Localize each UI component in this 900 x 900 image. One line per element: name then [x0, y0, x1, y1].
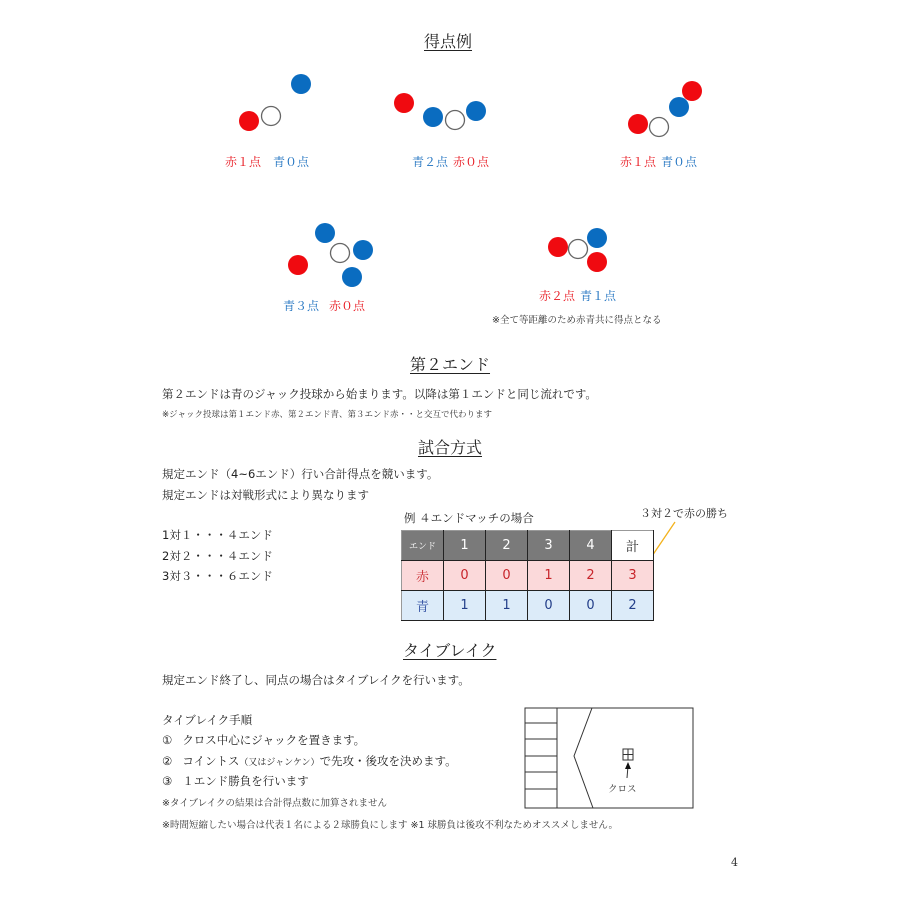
score-cell: 1 [528, 561, 570, 591]
format-3v3: 3対３・・・６エンド [162, 569, 273, 583]
format-1v1: 1対１・・・４エンド [162, 528, 273, 542]
jack-ball [446, 111, 465, 130]
win-annotation: ３対２で赤の勝ち [640, 507, 728, 520]
tiebreak-steps-title: タイブレイク手順 [162, 713, 253, 727]
second-end-text: 第２エンドは青のジャック投球から始まります。以降は第１エンドと同じ流れです。 [162, 387, 597, 401]
example-5-blue-score: 青１点 [580, 289, 617, 303]
score-row-red [402, 561, 654, 591]
blue-ball [353, 240, 373, 260]
example-3-red-score: 赤１点 [620, 155, 657, 169]
step-paren: （又はジャンケン） [239, 758, 320, 768]
scoring-examples-title: 得点例 [424, 32, 473, 51]
example-5-red-score: 赤２点 [539, 289, 576, 303]
blue-ball [291, 74, 311, 94]
header-end-2: 2 [486, 531, 528, 561]
example-3-blue-score: 青０点 [661, 155, 698, 169]
example-5-label [539, 287, 616, 304]
tiebreak-step-1 [162, 732, 365, 748]
step-number: ③ [162, 774, 173, 788]
example-5-diagram [548, 228, 607, 272]
score-cell: 1 [444, 591, 486, 621]
example-1-label [225, 153, 309, 170]
blue-ball [342, 267, 362, 287]
example-1-diagram [239, 74, 311, 131]
red-ball [288, 255, 308, 275]
header-end: エンド [402, 531, 444, 561]
equal-distance-note: ※全て等距離のため赤青共に得点となる [492, 315, 662, 326]
step-number: ② [162, 754, 173, 768]
match-format-title: 試合方式 [418, 438, 483, 457]
tiebreak-step-3 [162, 773, 309, 789]
blue-ball [466, 101, 486, 121]
step-number: ① [162, 733, 173, 747]
example-4-diagram [288, 223, 373, 287]
step-text: １エンド勝負を行います [182, 774, 309, 788]
header-end-4: 4 [570, 531, 612, 561]
example-4-blue-score: 青３点 [283, 299, 320, 313]
blue-ball [669, 97, 689, 117]
tiebreak-step-2 [162, 753, 457, 769]
score-cell: 0 [486, 561, 528, 591]
step-rest: で先攻・後攻を決めます。 [319, 754, 457, 768]
tiebreak-title: タイブレイク [403, 641, 497, 660]
red-ball [394, 93, 414, 113]
example-1-blue-score: 青０点 [273, 155, 310, 169]
cross-arrow-icon [625, 762, 631, 778]
blue-ball [423, 107, 443, 127]
score-cell: 0 [528, 591, 570, 621]
cross-mark-icon [623, 749, 633, 760]
score-cell: 1 [486, 591, 528, 621]
second-end-title: 第２エンド [410, 355, 491, 374]
header-total: 計 [612, 531, 654, 561]
score-table [401, 530, 654, 621]
header-end-3: 3 [528, 531, 570, 561]
red-ball [548, 237, 568, 257]
red-ball [628, 114, 648, 134]
example-2-blue-score: 青２点 [412, 155, 449, 169]
jack-ball [262, 107, 281, 126]
tiebreak-intro: 規定エンド終了し、同点の場合はタイブレイクを行います。 [162, 673, 470, 687]
match-format-line-1: 規定エンド（4~6エンド）行い合計得点を競います。 [162, 467, 439, 481]
cross-label: クロス [608, 784, 637, 795]
example-3-label [620, 153, 697, 170]
example-caption: 例 ４エンドマッチの場合 [404, 511, 534, 525]
score-total: 2 [612, 591, 654, 621]
tiebreak-footer-note: ※時間短縮したい場合は代表１名による２球勝負にします ※1 球勝負は後攻不利なためオススメしません。 [162, 820, 618, 831]
red-ball [682, 81, 702, 101]
team-blue: 青 [402, 591, 444, 621]
example-4-red-score: 赤０点 [329, 299, 366, 313]
example-2-red-score: 赤０点 [453, 155, 490, 169]
red-ball [587, 252, 607, 272]
blue-ball [315, 223, 335, 243]
example-2-label [412, 153, 489, 170]
example-1-red-score: 赤１点 [225, 155, 262, 169]
team-red: 赤 [402, 561, 444, 591]
score-table-header [402, 531, 654, 561]
tiebreak-note: ※タイブレイクの結果は合計得点数に加算されません [162, 798, 387, 809]
score-total: 3 [612, 561, 654, 591]
example-3-diagram [628, 81, 702, 137]
score-cell: 0 [570, 591, 612, 621]
header-end-1: 1 [444, 531, 486, 561]
blue-ball [587, 228, 607, 248]
red-ball [239, 111, 259, 131]
example-2-diagram [394, 93, 486, 130]
jack-ball [650, 118, 669, 137]
page-number: 4 [731, 856, 738, 869]
step-text: コイントス [182, 754, 240, 768]
score-row-blue [402, 591, 654, 621]
step-text: クロス中心にジャックを置きます。 [182, 733, 366, 747]
example-4-label [283, 297, 365, 314]
score-cell: 2 [570, 561, 612, 591]
score-cell: 0 [444, 561, 486, 591]
match-format-line-2: 規定エンドは対戦形式により異なります [162, 488, 369, 502]
jack-ball [569, 240, 588, 259]
format-2v2: 2対２・・・４エンド [162, 549, 273, 563]
jack-ball [331, 244, 350, 263]
second-end-note: ※ジャック投球は第１エンド赤、第２エンド青、第３エンド赤・・と交互で代わります [162, 410, 492, 420]
